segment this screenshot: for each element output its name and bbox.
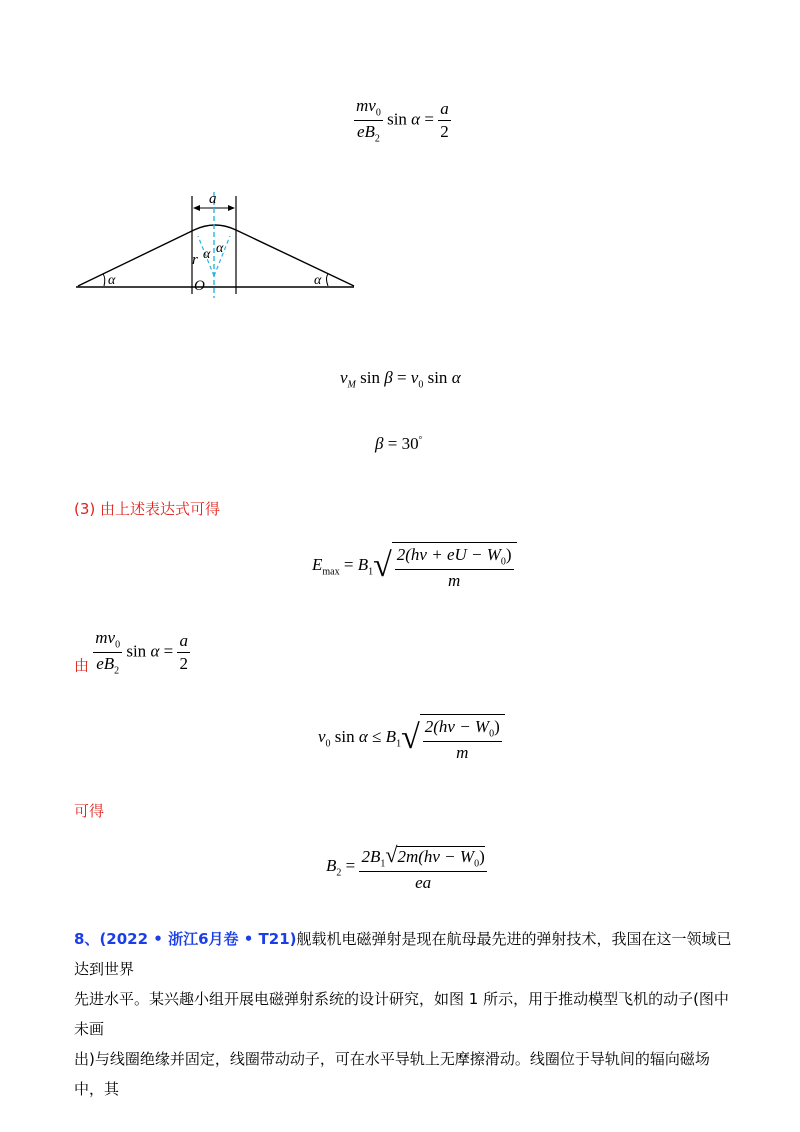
problem-line-2: 先进水平。某兴趣小组开展电磁弹射系统的设计研究，如图 1 所示，用于推动模型飞机的动子(图中未画 [74, 990, 729, 1038]
subscript: 1 [396, 738, 402, 750]
denominator: ea [415, 872, 432, 892]
problem-line-3: 出)与线圈绝缘并固定，线圈带动动子，可在水平导轨上无摩擦滑动。线圈位于导轨间的辐向磁场中，其 [74, 1050, 710, 1098]
problem-text: 舰载机电磁弹射是现在航母最先进的弹射技术，我国在这一领域已达到世界 [74, 930, 732, 978]
subscript: 2 [114, 665, 120, 677]
equation-7 [326, 842, 487, 892]
denominator: eB [356, 121, 375, 141]
fraction-rhs [177, 631, 190, 673]
subscript: 0 [375, 107, 381, 119]
angle-arc-right [327, 274, 329, 286]
equation-2 [340, 368, 461, 390]
numerator: mv [95, 628, 116, 647]
alpha-symbol: α [411, 109, 421, 129]
fraction [93, 628, 122, 677]
label-alpha-left: α [108, 273, 116, 288]
alpha-symbol: α [358, 727, 368, 747]
subscript: 0 [325, 738, 331, 750]
equals-sign: = [396, 368, 407, 387]
numerator: 2(hν − W [424, 717, 490, 736]
denominator: m [456, 742, 469, 762]
prefix-text: 由 [74, 656, 90, 675]
label-alpha-center-2: α [216, 241, 224, 256]
sin-function: sin [427, 368, 448, 387]
equals-sign: = [424, 109, 434, 129]
problem-number: 8、 [74, 930, 100, 948]
fraction [354, 96, 383, 145]
problem-source: (2022 • 浙江6月卷 • T21) [99, 930, 297, 948]
label-a: a [209, 191, 217, 207]
denominator: 2 [179, 653, 188, 673]
velocity-symbol: v [318, 727, 326, 747]
square-root: √ $\frac{2(h\nu - W_0)}{m}$ [401, 714, 505, 762]
sin-function: sin [360, 368, 380, 387]
subscript: 0 [115, 639, 121, 651]
subscript: 0 [500, 556, 506, 568]
alpha-symbol: α [451, 368, 461, 387]
paren: ) [494, 717, 500, 736]
velocity-symbol: v [340, 368, 348, 387]
subscript: 2 [336, 867, 342, 879]
radicand: 2m(hν − W [397, 847, 475, 866]
denominator: m [448, 570, 461, 590]
field-symbol: B [357, 555, 369, 575]
subscript: max [322, 566, 340, 578]
less-equal-sign: ≤ [372, 727, 382, 747]
denominator: 2 [440, 121, 449, 141]
field-symbol: B [385, 727, 397, 747]
subscript: 1 [380, 858, 386, 870]
label-alpha-right: α [314, 273, 322, 288]
problem-line-1 [74, 924, 734, 984]
subscript: 1 [368, 566, 374, 578]
arrow-right [228, 205, 235, 211]
sin-function: sin [387, 109, 407, 129]
numerator: mv [356, 96, 376, 115]
label-O: O [194, 278, 205, 294]
energy-symbol: E [312, 555, 323, 575]
angle-value: 30 [401, 434, 419, 453]
equation-5 [74, 628, 190, 677]
field-symbol: B [326, 856, 337, 876]
subscript: 2 [374, 133, 380, 145]
paren: ) [479, 847, 485, 866]
degree-symbol: ° [418, 434, 423, 445]
subscript: M [347, 379, 356, 391]
alpha-symbol: α [150, 641, 160, 661]
subscript: 0 [474, 858, 480, 870]
angle-arc-left [103, 274, 105, 286]
velocity-symbol: v [410, 368, 419, 387]
radicand-fraction [395, 545, 514, 590]
step-3-text: (3) 由上述表达式可得 [74, 500, 221, 518]
problem-8 [74, 924, 734, 1104]
equals-sign: = [343, 555, 354, 575]
label-r: r [192, 252, 198, 268]
radicand-fraction [423, 717, 502, 762]
fraction: $\frac{2B_1√2m(h\nu - W_0)}{ea}$ [361, 842, 485, 892]
square-root: √ $\frac{2(h\nu + eU - W_0)}{m}$ [373, 542, 516, 590]
equation-3 [375, 434, 422, 454]
geometry-figure [70, 186, 370, 306]
numerator-prefix: 2B [361, 847, 381, 866]
fraction-rhs [438, 99, 451, 141]
paren: ) [505, 545, 512, 564]
sin-function: sin [126, 641, 147, 661]
beta-symbol: β [384, 368, 393, 387]
conclusion-text: 可得 [74, 802, 105, 820]
subscript: 0 [418, 379, 424, 391]
equation-1 [354, 96, 451, 145]
numerator: 2(hν + eU − W [396, 545, 501, 564]
equation-4 [312, 542, 517, 590]
subscript: 0 [489, 728, 495, 740]
sin-function: sin [334, 727, 355, 747]
numerator: a [438, 99, 451, 121]
equals-sign: = [387, 434, 398, 453]
equation-6 [318, 714, 505, 762]
label-alpha-center-1: α [203, 247, 211, 262]
arrow-left [193, 205, 200, 211]
equals-sign: = [345, 856, 356, 876]
beta-symbol: β [375, 434, 384, 453]
numerator: a [177, 631, 190, 653]
denominator: eB [96, 653, 115, 673]
equals-sign: = [163, 641, 174, 661]
